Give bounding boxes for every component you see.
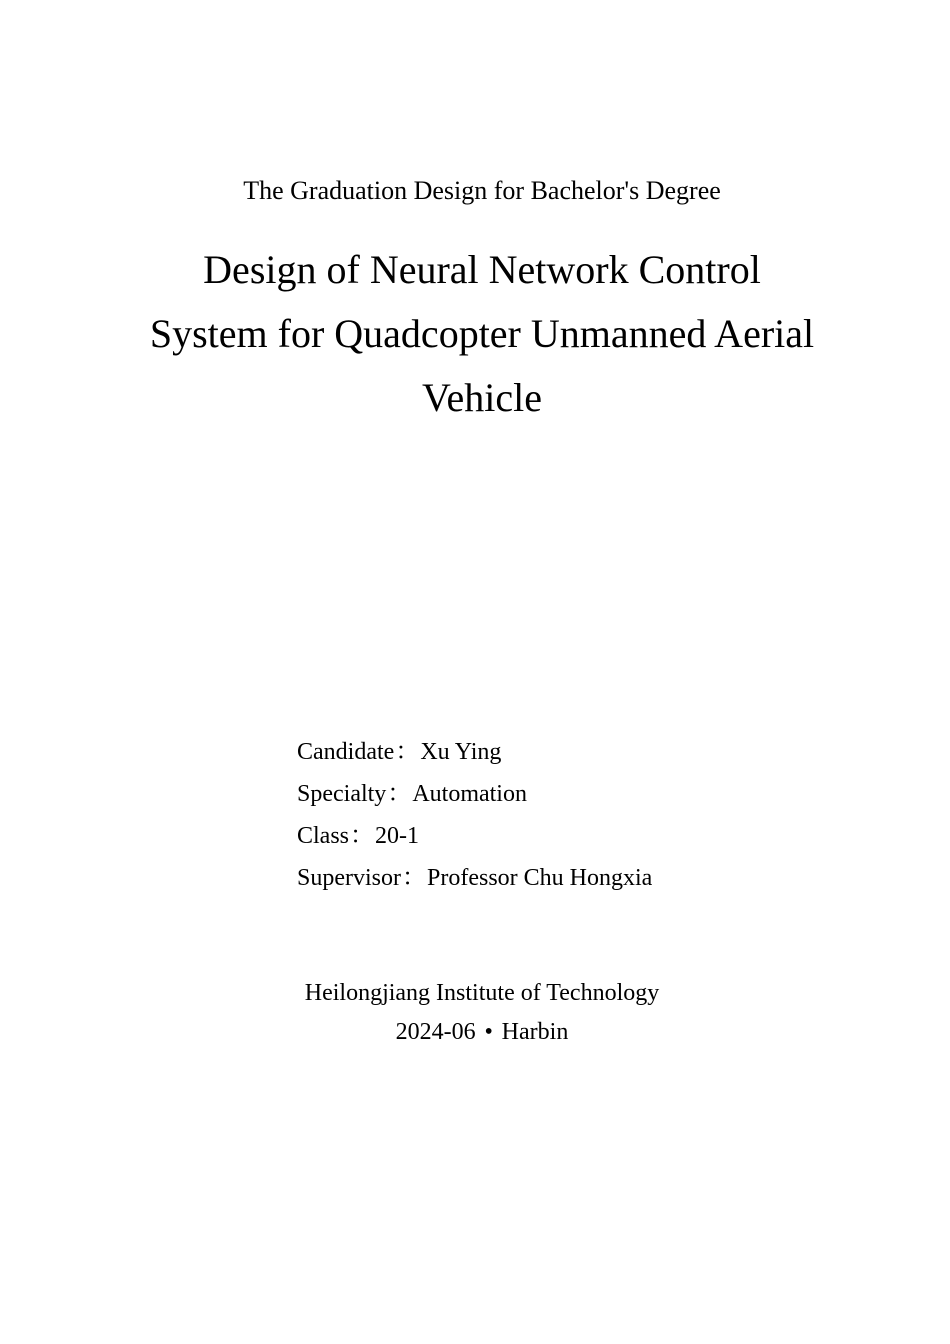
thesis-title: [0, 238, 950, 430]
candidate-info: [297, 731, 652, 899]
supervisor-separator: ：: [402, 865, 426, 891]
candidate-value: Xu Ying: [420, 739, 502, 765]
specialty-value: Automation: [412, 781, 527, 807]
institution-name: Heilongjiang Institute of Technology: [304, 980, 660, 1006]
city-text: Harbin: [501, 1019, 569, 1045]
class-row: [297, 815, 652, 857]
date-place-line: [0, 1013, 950, 1052]
candidate-row: [297, 731, 652, 773]
candidate-separator: ：: [395, 739, 420, 765]
supervisor-value: Professor Chu Hongxia: [427, 865, 653, 891]
title-line-3: Vehicle: [422, 375, 542, 420]
degree-line: The Graduation Design for Bachelor's Degree: [243, 176, 721, 205]
supervisor-label: Supervisor: [297, 865, 401, 891]
title-line-1: Design of Neural Network Control: [203, 247, 761, 292]
institution-block: [0, 974, 950, 1052]
supervisor-row: [297, 857, 652, 899]
date-text: 2024-06: [395, 1019, 476, 1045]
class-value: 20-1: [375, 823, 420, 849]
bullet-separator: •: [484, 1019, 493, 1045]
title-line-2: System for Quadcopter Unmanned Aerial: [149, 311, 815, 356]
class-label: Class: [297, 823, 350, 849]
specialty-label: Specialty: [297, 781, 387, 807]
specialty-separator: ：: [387, 781, 412, 807]
class-separator: ：: [350, 823, 375, 849]
specialty-row: [297, 773, 652, 815]
candidate-label: Candidate: [297, 739, 395, 765]
